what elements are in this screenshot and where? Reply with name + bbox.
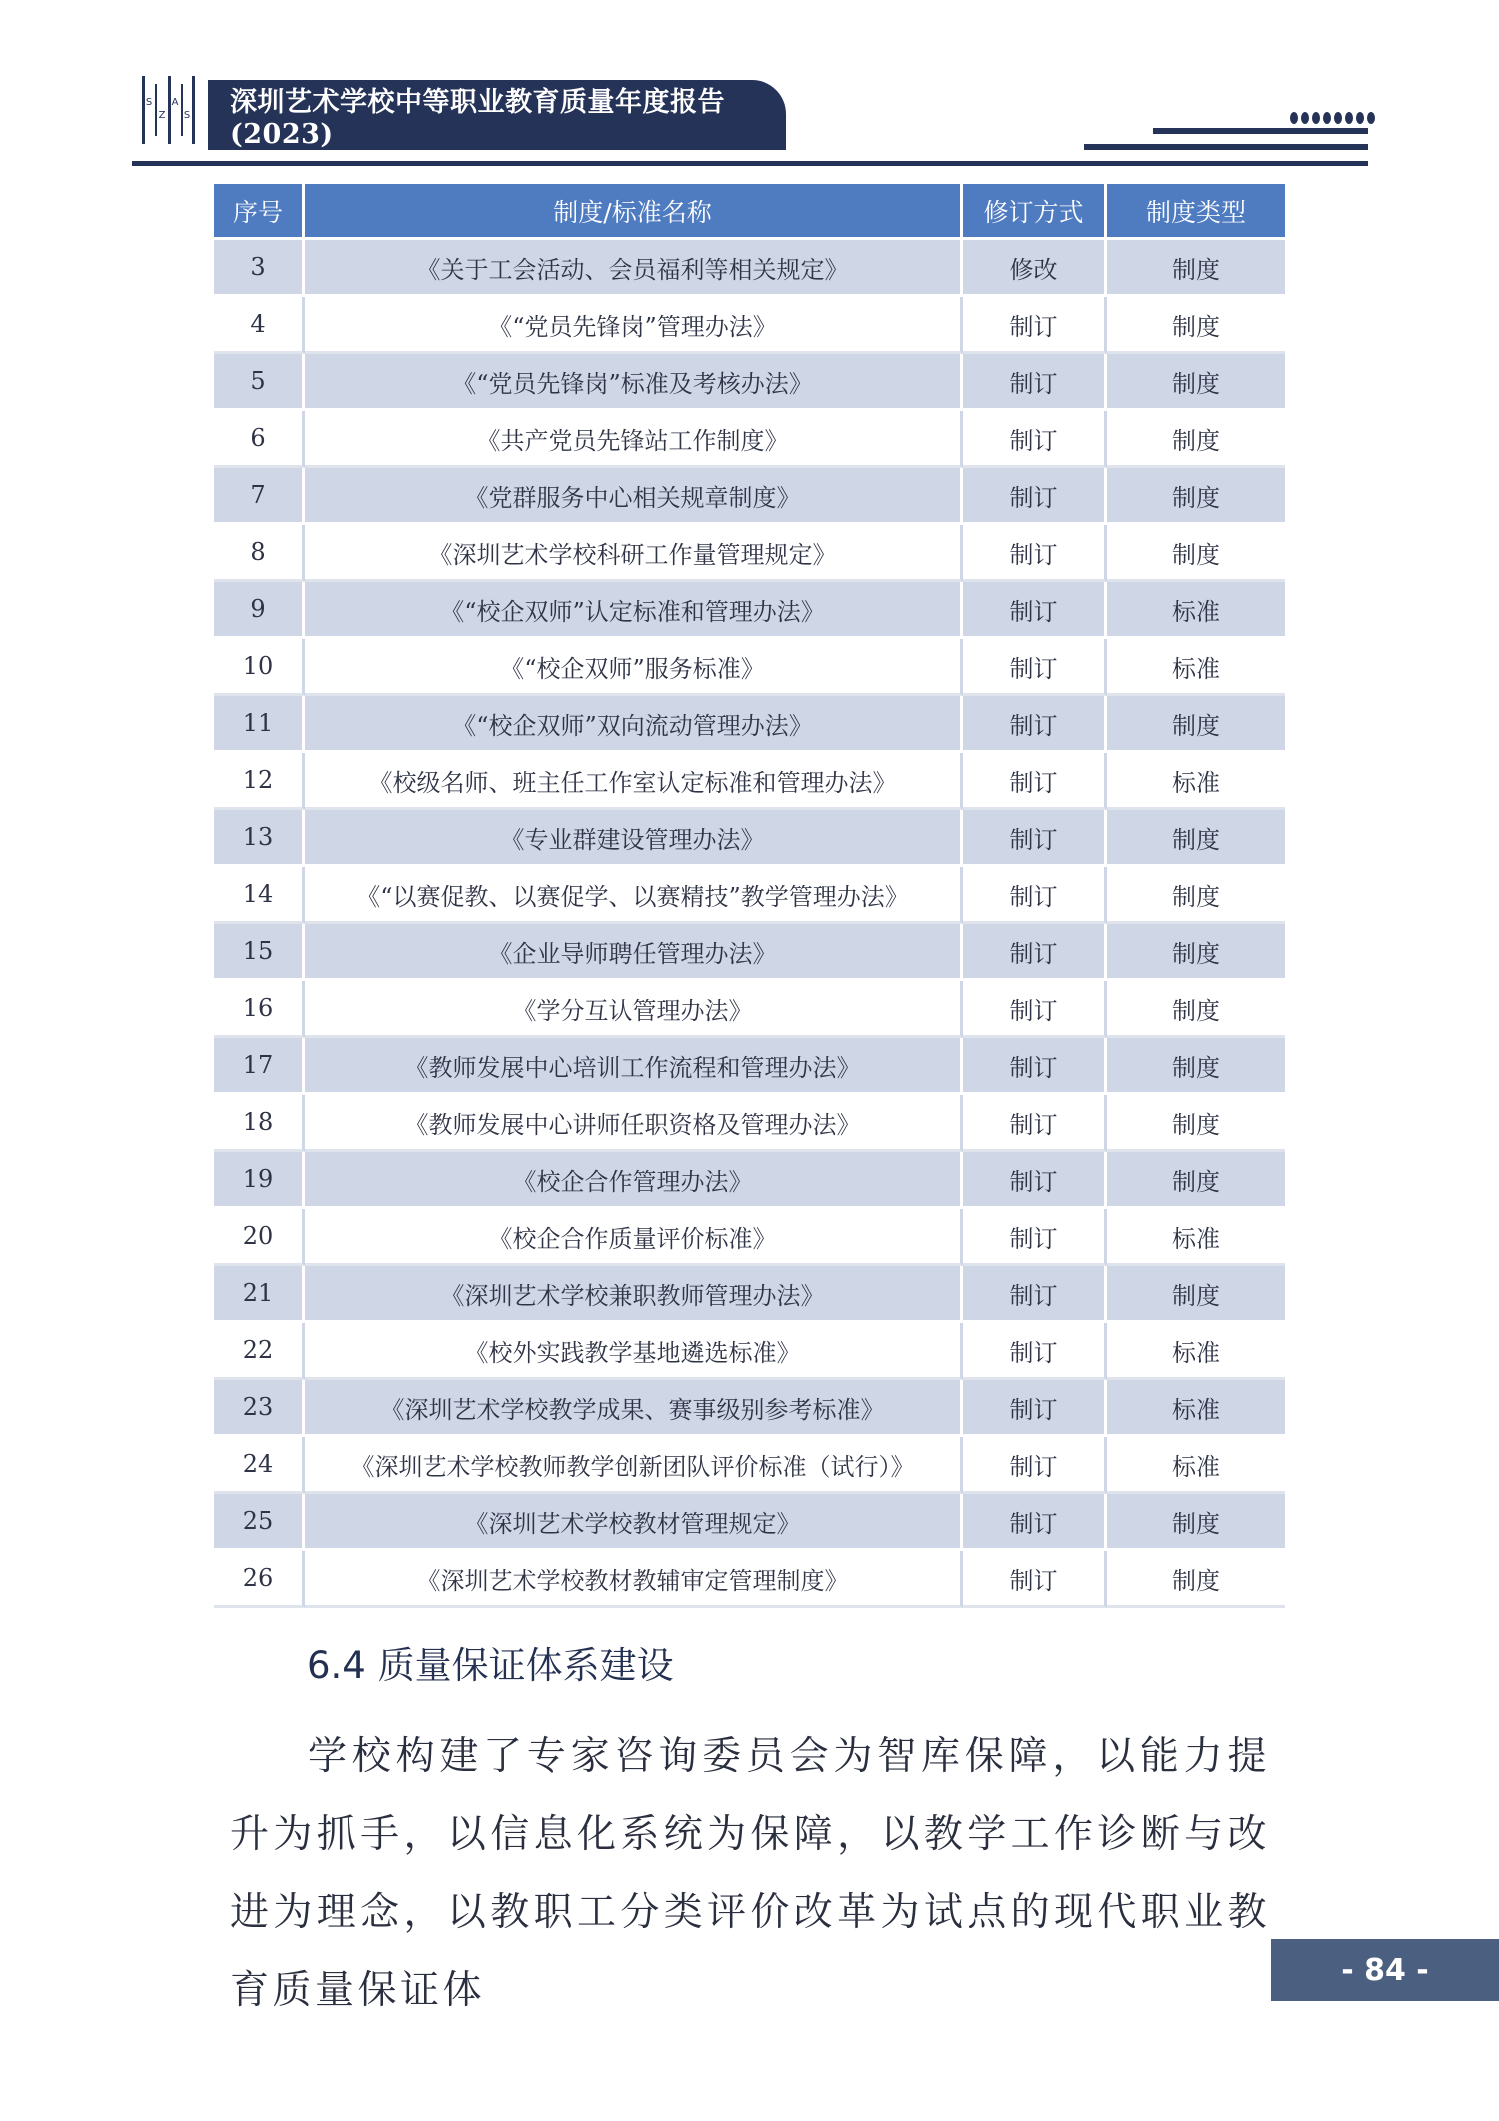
cell-type: 标准 [1107, 753, 1285, 810]
cell-type: 制度 [1107, 525, 1285, 582]
cell-type: 制度 [1107, 1152, 1285, 1209]
cell-name: 《深圳艺术学校兼职教师管理办法》 [305, 1266, 963, 1323]
header-decorative-dots [1290, 112, 1375, 124]
cell-no: 24 [214, 1437, 305, 1494]
cell-type: 标准 [1107, 639, 1285, 696]
cell-type: 制度 [1107, 240, 1285, 297]
cell-method: 制订 [963, 753, 1107, 810]
cell-no: 10 [214, 639, 305, 696]
cell-no: 12 [214, 753, 305, 810]
cell-no: 21 [214, 1266, 305, 1323]
cell-no: 3 [214, 240, 305, 297]
table-row [214, 753, 1285, 810]
cell-name: 《专业群建设管理办法》 [305, 810, 963, 867]
cell-type: 标准 [1107, 582, 1285, 639]
cell-type: 制度 [1107, 1266, 1285, 1323]
cell-no: 26 [214, 1551, 305, 1608]
cell-method: 制订 [963, 297, 1107, 354]
table-row [214, 696, 1285, 753]
cell-name: 《“党员先锋岗”管理办法》 [305, 297, 963, 354]
table-row [214, 1266, 1285, 1323]
table-row [214, 639, 1285, 696]
column-header-type: 制度类型 [1107, 184, 1285, 240]
cell-method: 制订 [963, 810, 1107, 867]
cell-name: 《深圳艺术学校科研工作量管理规定》 [305, 525, 963, 582]
cell-name: 《深圳艺术学校教学成果、赛事级别参考标准》 [305, 1380, 963, 1437]
cell-name: 《深圳艺术学校教师教学创新团队评价标准（试行）》 [305, 1437, 963, 1494]
cell-no: 7 [214, 468, 305, 525]
cell-no: 22 [214, 1323, 305, 1380]
cell-type: 制度 [1107, 468, 1285, 525]
regulation-table [214, 184, 1285, 1608]
table-row [214, 1437, 1285, 1494]
cell-method: 制订 [963, 981, 1107, 1038]
cell-type: 标准 [1107, 1380, 1285, 1437]
table-row [214, 354, 1285, 411]
cell-method: 制订 [963, 468, 1107, 525]
header-decorative-bar [1153, 128, 1368, 134]
cell-method: 制订 [963, 1323, 1107, 1380]
table-row [214, 810, 1285, 867]
table-row [214, 1152, 1285, 1209]
cell-type: 标准 [1107, 1437, 1285, 1494]
cell-name: 《深圳艺术学校教材管理规定》 [305, 1494, 963, 1551]
cell-type: 制度 [1107, 1095, 1285, 1152]
cell-name: 《校企合作质量评价标准》 [305, 1209, 963, 1266]
table-row [214, 582, 1285, 639]
cell-type: 制度 [1107, 924, 1285, 981]
cell-method: 制订 [963, 354, 1107, 411]
cell-name: 《“校企双师”双向流动管理办法》 [305, 696, 963, 753]
cell-no: 17 [214, 1038, 305, 1095]
cell-method: 制订 [963, 639, 1107, 696]
report-title: 深圳艺术学校中等职业教育质量年度报告(2023) [230, 87, 725, 150]
cell-name: 《教师发展中心培训工作流程和管理办法》 [305, 1038, 963, 1095]
table-row [214, 468, 1285, 525]
cell-method: 制订 [963, 867, 1107, 924]
cell-type: 制度 [1107, 411, 1285, 468]
cell-no: 6 [214, 411, 305, 468]
column-header-no: 序号 [214, 184, 305, 240]
cell-no: 11 [214, 696, 305, 753]
cell-type: 制度 [1107, 1494, 1285, 1551]
logo-letter: Z [158, 110, 166, 121]
logo-letter: A [171, 97, 179, 108]
cell-no: 8 [214, 525, 305, 582]
cell-name: 《“校企双师”服务标准》 [305, 639, 963, 696]
cell-method: 制订 [963, 1380, 1107, 1437]
cell-method: 制订 [963, 525, 1107, 582]
cell-no: 20 [214, 1209, 305, 1266]
cell-method: 制订 [963, 1494, 1107, 1551]
table-row [214, 981, 1285, 1038]
cell-method: 制订 [963, 1095, 1107, 1152]
cell-name: 《校级名师、班主任工作室认定标准和管理办法》 [305, 753, 963, 810]
cell-no: 16 [214, 981, 305, 1038]
cell-no: 14 [214, 867, 305, 924]
header-decorative-bar [1084, 144, 1368, 150]
cell-name: 《“党员先锋岗”标准及考核办法》 [305, 354, 963, 411]
table-row [214, 1323, 1285, 1380]
cell-type: 制度 [1107, 354, 1285, 411]
table-row [214, 240, 1285, 297]
table-body [214, 240, 1285, 1608]
page-number: - 84 - [1341, 1952, 1429, 1988]
school-logo [140, 72, 196, 148]
logo-letter: S [145, 97, 153, 108]
cell-name: 《校企合作管理办法》 [305, 1152, 963, 1209]
cell-name: 《关于工会活动、会员福利等相关规定》 [305, 240, 963, 297]
table-row [214, 1551, 1285, 1608]
cell-type: 制度 [1107, 867, 1285, 924]
cell-type: 制度 [1107, 981, 1285, 1038]
header-rule [132, 161, 1368, 166]
cell-type: 制度 [1107, 696, 1285, 753]
cell-type: 制度 [1107, 297, 1285, 354]
cell-method: 修改 [963, 240, 1107, 297]
column-header-name: 制度/标准名称 [305, 184, 963, 240]
table-row [214, 297, 1285, 354]
table-row [214, 1494, 1285, 1551]
cell-name: 《共产党员先锋站工作制度》 [305, 411, 963, 468]
cell-no: 5 [214, 354, 305, 411]
cell-no: 9 [214, 582, 305, 639]
cell-name: 《深圳艺术学校教材教辅审定管理制度》 [305, 1551, 963, 1608]
cell-no: 13 [214, 810, 305, 867]
cell-no: 15 [214, 924, 305, 981]
cell-method: 制订 [963, 1551, 1107, 1608]
table-row [214, 924, 1285, 981]
table-row [214, 1380, 1285, 1437]
cell-name: 《教师发展中心讲师任职资格及管理办法》 [305, 1095, 963, 1152]
cell-name: 《学分互认管理办法》 [305, 981, 963, 1038]
cell-type: 制度 [1107, 810, 1285, 867]
cell-method: 制订 [963, 1266, 1107, 1323]
cell-name: 《校外实践教学基地遴选标准》 [305, 1323, 963, 1380]
table-row [214, 1095, 1285, 1152]
cell-no: 23 [214, 1380, 305, 1437]
table-row [214, 1209, 1285, 1266]
cell-no: 25 [214, 1494, 305, 1551]
cell-type: 标准 [1107, 1323, 1285, 1380]
cell-type: 标准 [1107, 1209, 1285, 1266]
section-heading: 6.4 质量保证体系建设 [307, 1644, 674, 1687]
cell-type: 制度 [1107, 1038, 1285, 1095]
cell-method: 制订 [963, 1437, 1107, 1494]
column-header-method: 修订方式 [963, 184, 1107, 240]
table-row [214, 1038, 1285, 1095]
cell-name: 《企业导师聘任管理办法》 [305, 924, 963, 981]
cell-method: 制订 [963, 696, 1107, 753]
body-paragraph: 学校构建了专家咨询委员会为智库保障，以能力提升为抓手，以信息化系统为保障，以教学工作诊断与改进为理念，以教职工分类评价改革为试点的现代职业教育质量保证体 [230, 1734, 1270, 2013]
table-row [214, 525, 1285, 582]
page-number-box [1271, 1939, 1499, 2001]
cell-method: 制订 [963, 582, 1107, 639]
cell-method: 制订 [963, 924, 1107, 981]
cell-method: 制订 [963, 1152, 1107, 1209]
cell-method: 制订 [963, 411, 1107, 468]
cell-name: 《党群服务中心相关规章制度》 [305, 468, 963, 525]
cell-no: 4 [214, 297, 305, 354]
logo-letter: S [183, 110, 191, 121]
report-header-banner [208, 80, 786, 150]
table-row [214, 867, 1285, 924]
cell-no: 18 [214, 1095, 305, 1152]
cell-type: 制度 [1107, 1551, 1285, 1608]
cell-name: 《“以赛促教、以赛促学、以赛精技”教学管理办法》 [305, 867, 963, 924]
table-row [214, 411, 1285, 468]
cell-method: 制订 [963, 1209, 1107, 1266]
cell-name: 《“校企双师”认定标准和管理办法》 [305, 582, 963, 639]
table-header-row [214, 184, 1285, 240]
cell-no: 19 [214, 1152, 305, 1209]
cell-method: 制订 [963, 1038, 1107, 1095]
